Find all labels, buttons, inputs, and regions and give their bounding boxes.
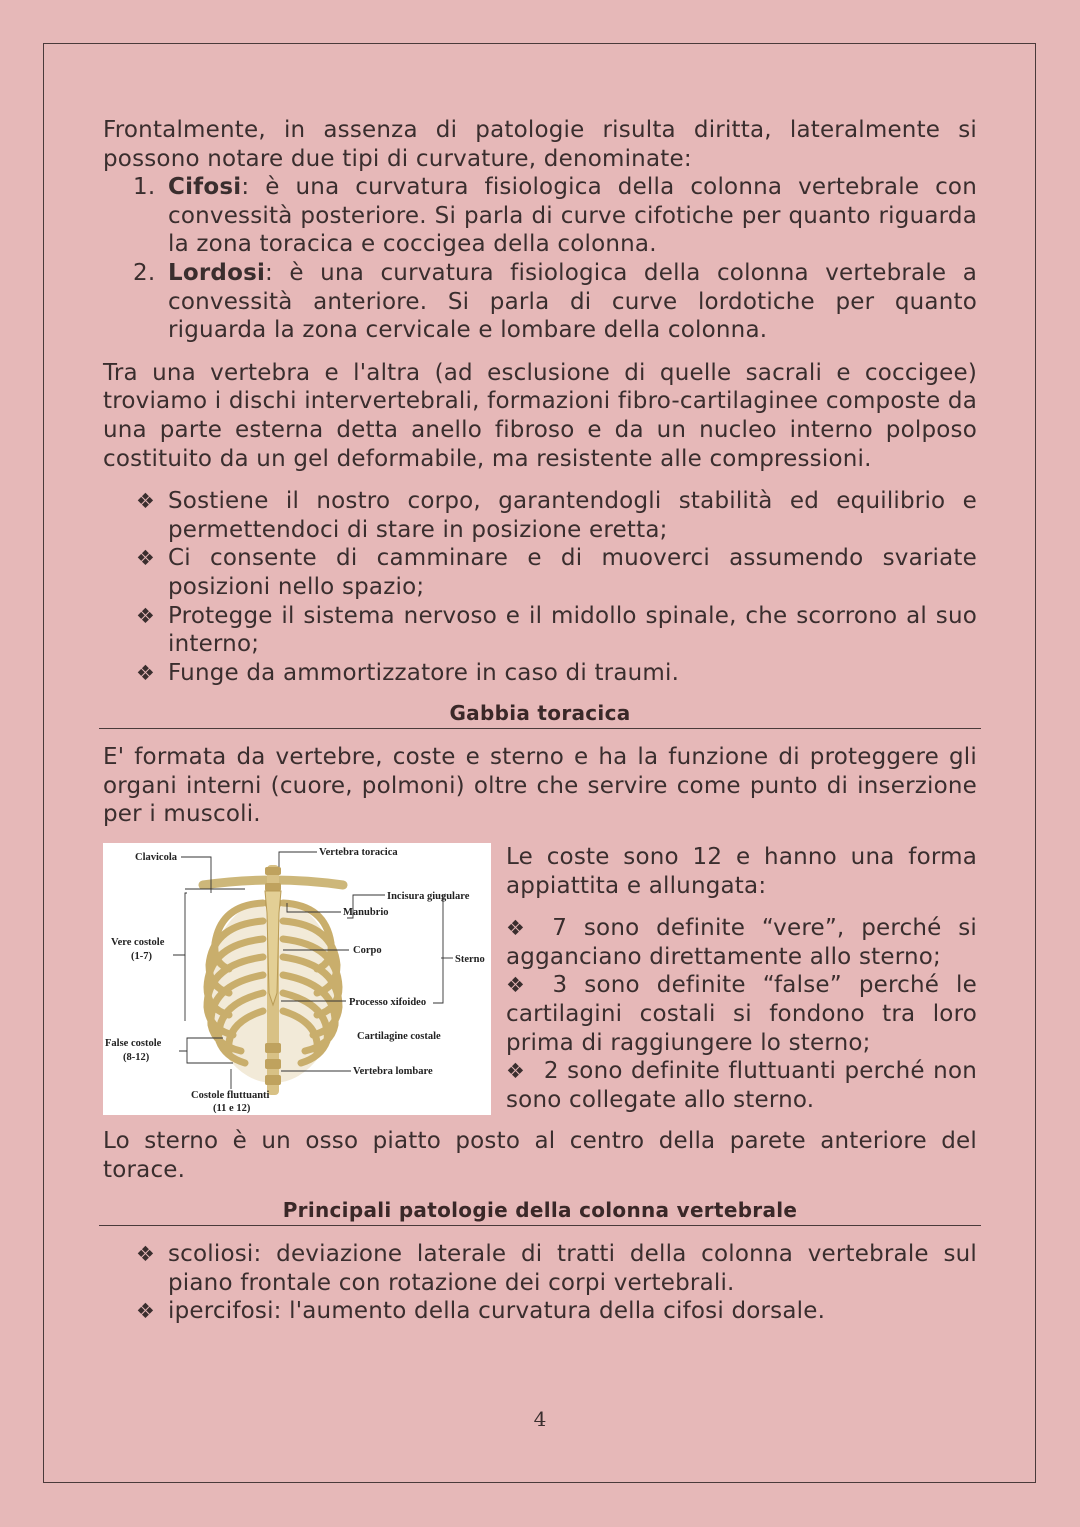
list-number: 2. [133, 259, 156, 286]
bullet-icon: ❖ [136, 1242, 156, 1267]
label-vertebra-lombare: Vertebra lombare [353, 1066, 433, 1078]
curvatures-list [103, 173, 977, 345]
list-text: Sostiene il nostro corpo, garantendogli stabilità ed equilibrio e permettendoci di stare in posizione eretta; [168, 488, 977, 543]
label-vere-costole: Vere costole [111, 937, 165, 949]
list-text: Ci consente di camminare e di muoverci assumendo svariate posizioni nello spazio; [168, 545, 977, 600]
ribs-text [506, 843, 977, 1114]
functions-list [103, 487, 977, 687]
section-title-patologie: Principali patologie della colonna vertebrale [99, 1198, 981, 1226]
section-title-gabbia-toracica: Gabbia toracica [99, 701, 981, 729]
list-item [506, 914, 977, 971]
bullet-icon: ❖ [136, 489, 156, 514]
bullet-icon: ❖ [506, 1059, 526, 1084]
label-incisura: Incisura giugulare [387, 891, 470, 903]
label-vertebra-toracica: Vertebra toracica [319, 847, 398, 859]
intro-paragraph: Frontalmente, in assenza di patologie risulta diritta, lateralmente si possono notare due tipi di curvature, denominate: [103, 117, 977, 172]
term-cifosi: Cifosi [168, 174, 242, 201]
list-number: 1. [133, 174, 156, 201]
list-item [103, 659, 977, 688]
list-text: Protegge il sistema nervoso e il midollo spinale, che scorrono al suo interno; [168, 602, 977, 658]
term-definition: : è una curvatura fisiologica della colonna vertebrale a convessità anteriore. Si parla di curve lordotiche per quanto riguarda la zona cervicale e lombare della colonna. [168, 259, 977, 344]
label-clavicola: Clavicola [135, 852, 177, 864]
label-processo: Processo xifoideo [349, 997, 427, 1009]
label-corpo: Corpo [353, 945, 382, 957]
label-manubrio: Manubrio [343, 907, 389, 919]
term-definition: : è una curvatura fisiologica della colonna vertebrale con convessità posteriore. Si parla di curve cifotiche per quanto riguarda la zona toracica e coccigea della colonna. [168, 174, 977, 258]
ribcage-illustration [203, 865, 343, 1095]
list-text: 7 sono definite “vere”, perché si agganciano direttamente allo sterno; [506, 915, 978, 970]
list-item [103, 173, 977, 259]
list-item [103, 259, 977, 345]
list-item [103, 544, 977, 601]
list-item [103, 602, 977, 659]
bullet-icon: ❖ [136, 660, 156, 685]
list-item [506, 971, 977, 1057]
ribs-intro: Le coste sono 12 e hanno una forma appiattita e allungata: [506, 844, 977, 899]
ribcage-diagram [103, 843, 491, 1115]
list-item [506, 1057, 977, 1114]
list-text: 3 sono definite “false” perché le cartilagini costali si fondono tra loro prima di raggiungere lo sterno; [506, 972, 977, 1056]
list-item [103, 1297, 977, 1326]
label-cartilagine: Cartilagine costale [357, 1031, 441, 1043]
label-fluttuanti-range: (11 e 12) [213, 1103, 251, 1115]
label-false-costole: False costole [105, 1038, 162, 1050]
label-vere-range: (1-7) [131, 951, 152, 963]
list-text: scoliosi: deviazione laterale di tratti della colonna vertebrale sul piano frontale con rotazione dei corpi vertebrali. [168, 1241, 977, 1296]
list-text: 2 sono definite fluttuanti perché non sono collegate allo sterno. [506, 1058, 977, 1113]
label-fluttuanti: Costole fluttuanti [191, 1090, 270, 1102]
ribcage-figure [103, 843, 491, 1115]
list-text: ipercifosi: l'aumento della curvatura della cifosi dorsale. [168, 1298, 826, 1325]
label-sterno: Sterno [455, 954, 485, 966]
list-item [103, 487, 977, 544]
bullet-icon: ❖ [506, 916, 535, 941]
page-content [103, 116, 977, 1340]
ribs-list [506, 914, 977, 1114]
bullet-icon: ❖ [136, 1299, 156, 1324]
pathologies-list [103, 1240, 977, 1326]
bullet-icon: ❖ [136, 546, 156, 571]
term-lordosi: Lordosi [168, 259, 266, 286]
figure-row [103, 843, 977, 1115]
thorax-intro-paragraph: E' formata da vertebre, coste e sterno e ha la funzione di proteggere gli organi interni (cuore, polmoni) oltre che servire come punto di inserzione per i muscoli. [103, 744, 977, 828]
bullet-icon: ❖ [136, 603, 156, 628]
discs-paragraph: Tra una vertebra e l'altra (ad esclusione di quelle sacrali e coccigee) troviamo i dischi intervertebrali, formazioni fibro-cartilaginee composte da una parte esterna detta anello fibroso e da un nucleo interno polposo costituito da un gel deformabile, ma resistente alle compressioni. [103, 359, 977, 472]
list-text: Funge da ammortizzatore in caso di traumi. [168, 659, 680, 686]
label-false-range: (8-12) [123, 1052, 150, 1064]
list-item [103, 1240, 977, 1297]
bullet-icon: ❖ [506, 973, 535, 998]
sternum-paragraph: Lo sterno è un osso piatto posto al centro della parete anteriore del torace. [103, 1128, 977, 1183]
page-number: 4 [533, 1407, 547, 1431]
